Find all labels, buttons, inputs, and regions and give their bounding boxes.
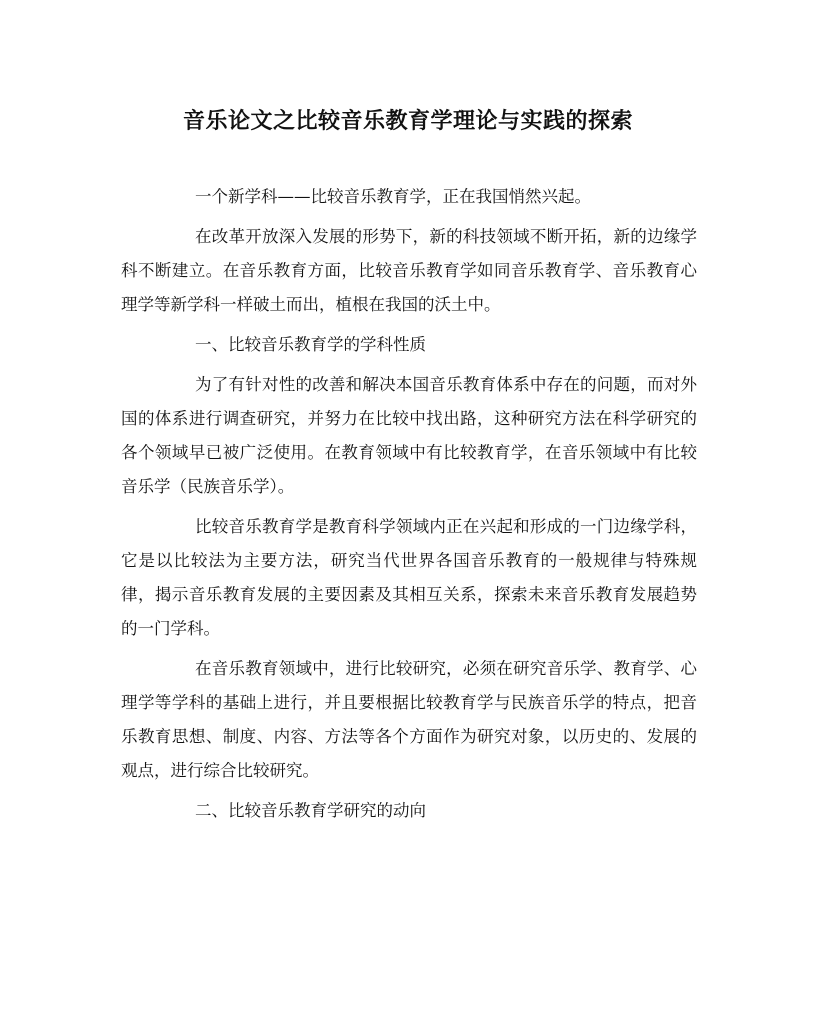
document-title: 音乐论文之比较音乐教育学理论与实践的探索: [182, 108, 633, 134]
section-heading-1: 一、比较音乐教育学的学科性质: [195, 335, 426, 354]
paragraph-intro: 一个新学科——比较音乐教育学，正在我国悄然兴起。: [195, 187, 591, 206]
paragraph-scope: 在音乐教育领域中，进行比较研究，必须在研究音乐学、教育学、心理学等学科的基础上进行，并且要根据比较教育学与民族音乐学的特点，把音乐教育思想、制度、内容、方法等各个方面作为研究对象，以历史的、发展的观点，进行综合比较研究。: [121, 659, 697, 780]
paragraph-definition: 比较音乐教育学是教育科学领域内正在兴起和形成的一门边缘学科，它是以比较法为主要方法，研究当代世界各国音乐教育的一般规律与特殊规律，揭示音乐教育发展的主要因素及其相互关系，探索未来音乐教育发展趋势的一门学科。: [121, 517, 697, 638]
paragraph-background: 在改革开放深入发展的形势下，新的科技领域不断开拓，新的边缘学科不断建立。在音乐教育方面，比较音乐教育学如同音乐教育学、音乐教育心理学等新学科一样破土而出，植根在我国的沃土中。: [121, 227, 697, 314]
section-heading-2: 二、比较音乐教育学研究的动向: [195, 801, 426, 820]
document-body: [121, 180, 697, 834]
paragraph-method: 为了有针对性的改善和解决本国音乐教育体系中存在的问题，而对外国的体系进行调查研究，并努力在比较中找出路，这种研究方法在科学研究的各个领域早已被广泛使用。在教育领域中有比较教育学，在音乐领域中有比较音乐学（民族音乐学）。: [121, 375, 697, 496]
